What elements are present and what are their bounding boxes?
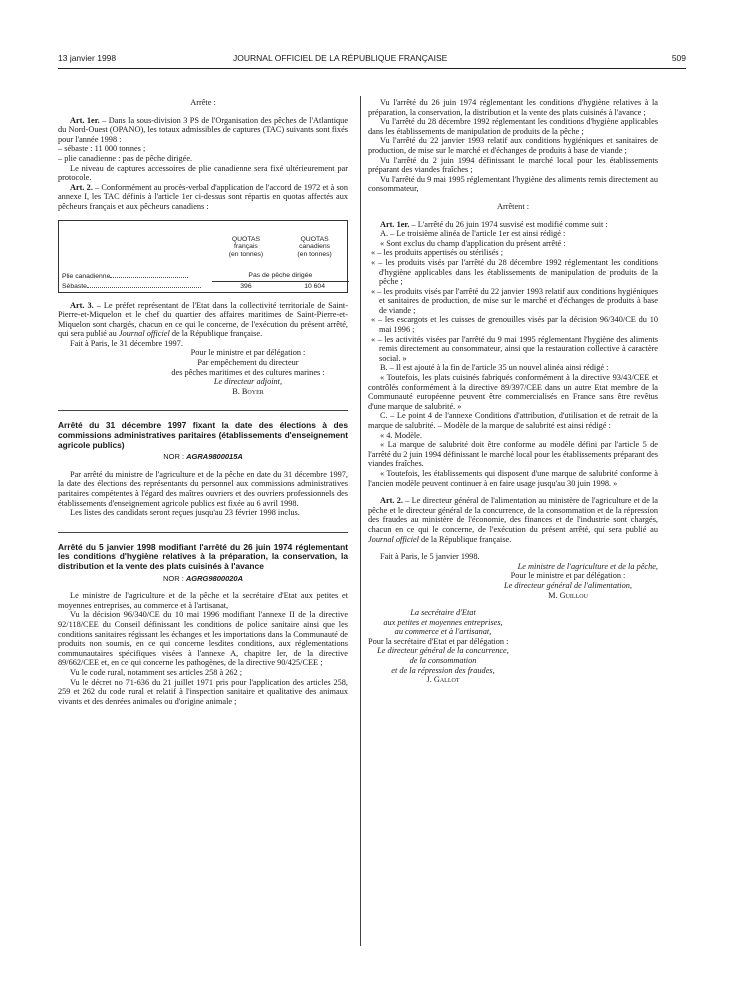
signature-secretary: au commerce et à l'artisanat, [394, 627, 492, 637]
art1-note: Le niveau de captures accessoires de plie canadienne sera fixé ultérieurement par protocole. [58, 163, 348, 183]
cell-fr: 396 [240, 282, 252, 290]
signature-minister: Le ministre de l'agriculture et de la pêche, [517, 561, 658, 571]
vu-paragraph: Vu l'arrêté du 9 mai 1995 réglementant l'hygiène des aliments remis directement au consommateur, [368, 174, 658, 194]
signature-line: Pour le ministre et par délégation : [190, 348, 306, 358]
decree-paragraph: Vu le code rural, notamment ses articles 258 à 262 ; [70, 667, 243, 677]
signature-name: B. Boyer [232, 386, 264, 396]
quote-paragraph: « Toutefois, les établissements qui disposent d'une marque de salubrité conforme à l'ancien modèle peuvent continuer à en faire usage jusqu'au 30 juin 1998. » [368, 468, 658, 488]
article-1: Art. 1er. – L'arrêté du 26 juin 1974 susvisé est modifié comme suit : [380, 219, 608, 229]
art1-item: – sébaste : 11 000 tonnes ; [58, 144, 146, 154]
signature-title: et de la répression des fraudes, [391, 665, 495, 675]
nor-reference: NOR : AGRA9800015A [163, 452, 243, 462]
quote-paragraph: « Toutefois, les plats cuisinés fabriqués conformément à la directive 93/43/CEE et contrôlés conformément à la directive 89/397/CEE dans un autre Etat membre de la Communauté européenne peuvent être commercialisés en France sans être revêtus d'une marque de salubrité. » [368, 373, 658, 411]
header-quotas-canadiens: QUOTAS canadiens (en tonnes) [297, 235, 332, 258]
quote-line: « 4. Modèle. [380, 430, 422, 440]
row-label: Plie canadienne [62, 272, 111, 280]
quote-line: « – les produits visés par l'arrêté du 22 janvier 1993 relatif aux conditions hygiéniques et sanitaires de production, de mise sur le marché et d'échanges de produits à base de viande ; [371, 286, 658, 315]
signature-line: Pour le ministre et par délégation : [510, 571, 626, 581]
signature-line: des pêches maritimes et des cultures marines : [171, 367, 325, 377]
decree-paragraph: Par arrêté du ministre de l'agriculture et de la pêche en date du 31 décembre 1997, la date des élections des représentants du personnel aux commissions administratives paritaires compétentes à l'égard des maîtres ouvriers et des ouvriers professionnels des établissements d'enseignement agricole publics est fixée au 6 avril 1998. [58, 469, 348, 508]
section-separator [58, 532, 348, 533]
art1-item: – plie canadienne : pas de pêche dirigée. [58, 153, 193, 163]
vu-paragraph: Vu l'arrêté du 26 juin 1974 réglementant les conditions d'hygiène relatives à la préparation, la conservation, la distribution et la vente des plats cuisinés à l'avance ; [368, 98, 658, 117]
quote-line: « – les produits visés par l'arrêté du 28 décembre 1992 réglementant les conditions d'hygiène applicables dans les établissements de manipulation de produits de la pêche ; [371, 257, 658, 287]
column-divider [360, 96, 361, 946]
signature-secretary: aux petites et moyennes entreprises, [383, 617, 503, 627]
arretent-heading: Arrêtent : [496, 201, 530, 211]
signature-line: Par empêchement du directeur [197, 358, 299, 368]
merged-cell: Pas de pêche dirigée [212, 271, 349, 281]
section-a: A. – Le troisième alinéa de l'article 1er est ainsi rédigé : [380, 229, 566, 239]
decree-paragraph: Le ministre de l'agriculture et de la pêche et la secrétaire d'Etat aux petites et moyennes entreprises, au commerce et à l'artisanat, [58, 591, 348, 610]
page-header [58, 54, 686, 66]
vu-paragraph: Vu l'arrêté du 2 juin 1994 définissant le marché local pour les établissements préparant des viandes fraîches ; [368, 155, 658, 175]
journal-title: JOURNAL OFFICIEL DE LA RÉPUBLIQUE FRANÇAISE [233, 53, 448, 63]
article-1: Art. 1er. – Dans la sous-division 3 PS de l'Organisation des pêches de l'Atlantique du Nord-Ouest (OPANO), les totaux admissibles de captures (TAC) suivants sont fixés pour l'année 1998 : [58, 115, 348, 144]
cell-ca: 10 604 [304, 282, 325, 290]
quote-line: « Sont exclus du champ d'application du présent arrêté : [380, 238, 566, 248]
table-row [59, 281, 349, 291]
signature-title: de la consommation [409, 656, 477, 666]
signature-secretary: La secrétaire d'Etat [410, 608, 476, 618]
header-date: 13 janvier 1998 [58, 53, 117, 63]
header-quotas-francais: QUOTAS français (en tonnes) [228, 235, 264, 258]
decree-title: Arrêté du 5 janvier 1998 modifiant l'arrêté du 26 juin 1974 réglementant les conditions d'hygiène relatives à la préparation, la conservation, la distribution et la vente des plats cuisinés à l'avance [58, 541, 348, 571]
nor-reference: NOR : AGRG9800020A [162, 573, 244, 583]
signature-name: J. Gallot [426, 675, 460, 685]
article-2: Art. 2. – Conformément au procès-verbal d'application de l'accord de 1972 et à son annexe I, les TAC définis à l'article 1er ci-dessus sont répartis en quotas affectés aux pêcheurs français et aux pêcheurs canadiens : [58, 182, 348, 211]
quote-line: « – les escargots et les cuisses de grenouilles visés par la décision 96/340/CE du 10 mai 1996 ; [371, 315, 658, 335]
signature-name: M. Guillou [548, 590, 588, 600]
fait-date: Fait à Paris, le 31 décembre 1997. [70, 338, 183, 348]
quote-line: « – les produits appertisés ou stérilisés ; [371, 248, 504, 258]
signature-title: Le directeur général de l'alimentation, [504, 580, 632, 590]
article-3: Art. 3. – Le préfet représentant de l'Etat dans la collectivité territoriale de Saint-Pierre-et-Miquelon et le chef du quartier des affaires maritimes de Saint-Pierre-et-Miquelon sont chargés, chacun en ce qui le concerne, de l'exécution du présent arrêté, qui sera publié au Journal officiel de la République française. [58, 300, 348, 339]
section-c: C. – Le point 4 de l'annexe Conditions d'attribution, d'utilisation et de retrait de la marque de salubrité. – Modèle de la marque de salubrité est ainsi rédigé : [368, 411, 658, 430]
vu-paragraph: Vu l'arrêté du 28 décembre 1992 réglementant les conditions d'hygiène applicables dans les établissements de manipulation de produits de la pêche ; [368, 117, 658, 136]
row-label: Sébaste [62, 282, 87, 290]
arrete-heading: Arrête : [190, 98, 216, 107]
vu-paragraph: Vu l'arrêté du 22 janvier 1993 relatif aux conditions hygiéniques et sanitaires de production, de mise sur le marché et d'échanges de produits à base de viande ; [368, 136, 658, 155]
signature-line: Pour la secrétaire d'Etat et par délégation : [368, 636, 509, 646]
decree-title: Arrêté du 31 décembre 1997 fixant la date des élections à des commissions administratives paritaires (établissements d'enseignement agricole publics) [58, 420, 348, 450]
fait-date: Fait à Paris, le 5 janvier 1998. [380, 552, 480, 562]
page-number: 509 [671, 53, 686, 63]
section-separator [58, 410, 348, 411]
decree-paragraph: Vu le décret no 71-636 du 21 juillet 1971 pris pour l'application des articles 258, 259 et 262 du code rural et relatif à l'inspection sanitaire et qualitative des animaux vivants et des denrées animales ou d'origine animale ; [58, 677, 348, 706]
quotas-table [58, 220, 348, 293]
signature-title: Le directeur adjoint, [213, 377, 283, 387]
header-rule [58, 68, 686, 69]
decree-paragraph: Vu la décision 96/340/CE du 10 mai 1996 modifiant l'annexe II de la directive 92/118/CEE du Conseil définissant les conditions de police sanitaire ainsi que les conditions sanitaires régissant les échanges et les importations dans la Communauté de produits non soumis, en ce qui concerne lesdites conditions, aux réglementations communautaires spécifiques visées à l'annexe A, chapitre Ier, de la directive 89/662/CEE et, en ce qui concerne les pathogènes, de la directive 90/425/CEE ; [58, 610, 348, 668]
decree-paragraph: Les listes des candidats seront reçues jusqu'au 23 février 1998 inclus. [70, 508, 300, 518]
quote-paragraph: « La marque de salubrité doit être conforme au modèle défini par l'article 5 de l'arrêté du 2 juin 1994 définissant le marché local pour les établissements préparant des viandes fraîches. [368, 440, 658, 469]
signature-title: Le directeur général de la concurrence, [377, 646, 509, 656]
section-b: B. – Il est ajouté à la fin de l'article 35 un nouvel alinéa ainsi rédigé : [380, 363, 609, 373]
right-column [368, 98, 658, 685]
article-2: Art. 2. – Le directeur général de l'alimentation au ministère de l'agriculture et de la pêche et le directeur général de la concurrence, de la consommation et de la répression des fraudes au ministère de l'économie, des finances et de l'industrie sont chargés, chacun en ce qui le concerne, de l'exécution du présent arrêté, qui sera publié au Journal officiel de la République française. [368, 496, 658, 544]
table-row [59, 271, 349, 281]
left-column [58, 98, 348, 706]
quote-line: « – les activités visées par l'arrêté du 9 mai 1995 réglementant l'hygiène des aliments remis directement au consommateur, ainsi que la restauration collective à caractère social. » [371, 334, 658, 363]
